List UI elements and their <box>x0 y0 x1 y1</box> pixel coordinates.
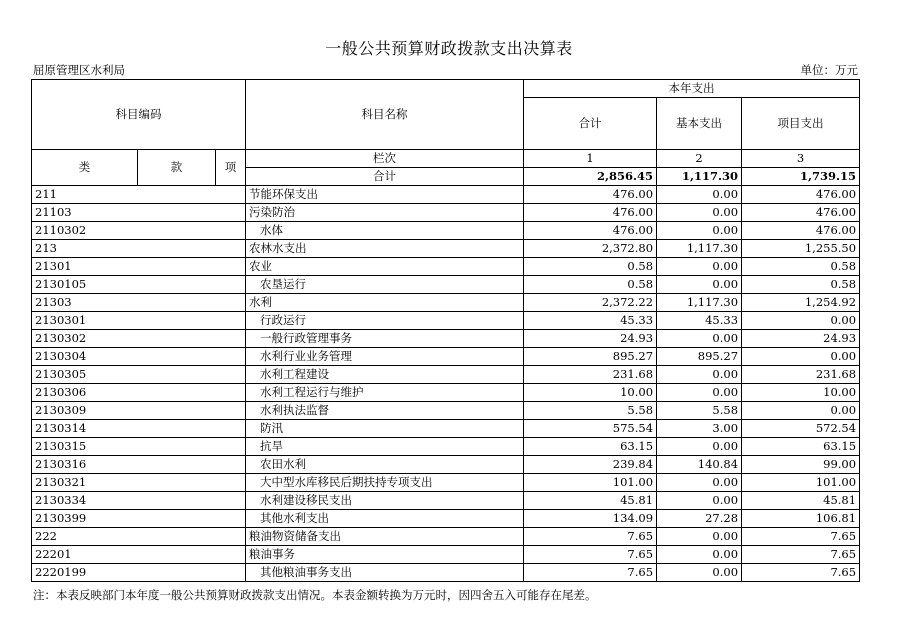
row-code: 2130309 <box>32 402 246 420</box>
row-project: 7.65 <box>742 546 860 564</box>
sum-total: 2,856.45 <box>524 168 657 186</box>
footnote: 注：本表反映部门本年度一般公共预算财政拨款支出情况。本表金额转换为万元时，因四舍五入可能存在尾差。 <box>33 588 597 602</box>
row-basic: 140.84 <box>657 456 742 474</box>
row-name: 水利工程建设 <box>246 366 524 384</box>
total-header: 合计 <box>524 98 657 150</box>
table-row <box>32 366 860 384</box>
table-row <box>32 438 860 456</box>
row-name: 行政运行 <box>246 312 524 330</box>
row-name: 其他水利支出 <box>246 510 524 528</box>
name-header: 科目名称 <box>246 80 524 150</box>
row-name: 防汛 <box>246 420 524 438</box>
row-code: 2130315 <box>32 438 246 456</box>
row-project: 1,254.92 <box>742 294 860 312</box>
row-total: 7.65 <box>524 528 657 546</box>
row-project: 476.00 <box>742 204 860 222</box>
row-basic: 1,117.30 <box>657 294 742 312</box>
row-total: 2,372.80 <box>524 240 657 258</box>
table-row <box>32 186 860 204</box>
row-total: 476.00 <box>524 186 657 204</box>
row-project: 476.00 <box>742 186 860 204</box>
row-total: 7.65 <box>524 564 657 582</box>
row-name: 水利建设移民支出 <box>246 492 524 510</box>
basic-header: 基本支出 <box>657 98 742 150</box>
row-name: 水利 <box>246 294 524 312</box>
table-row <box>32 402 860 420</box>
table-row <box>32 510 860 528</box>
row-project: 0.58 <box>742 258 860 276</box>
row-code: 21103 <box>32 204 246 222</box>
row-name: 其他粮油事务支出 <box>246 564 524 582</box>
row-name: 大中型水库移民后期扶持专项支出 <box>246 474 524 492</box>
row-basic: 0.00 <box>657 258 742 276</box>
row-code: 2130314 <box>32 420 246 438</box>
sum-basic: 1,117.30 <box>657 168 742 186</box>
row-total: 231.68 <box>524 366 657 384</box>
row-project: 45.81 <box>742 492 860 510</box>
xiang-header: 项 <box>216 150 246 186</box>
table-row <box>32 564 860 582</box>
row-basic: 27.28 <box>657 510 742 528</box>
col-index-3: 3 <box>742 150 860 168</box>
row-total: 45.81 <box>524 492 657 510</box>
row-basic: 0.00 <box>657 276 742 294</box>
row-basic: 3.00 <box>657 420 742 438</box>
row-code: 21301 <box>32 258 246 276</box>
row-code: 2130306 <box>32 384 246 402</box>
expenditure-table <box>31 79 860 582</box>
row-total: 2,372.22 <box>524 294 657 312</box>
row-project: 99.00 <box>742 456 860 474</box>
table-row <box>32 330 860 348</box>
col-index-2: 2 <box>657 150 742 168</box>
row-project: 231.68 <box>742 366 860 384</box>
row-basic: 895.27 <box>657 348 742 366</box>
row-name: 污染防治 <box>246 204 524 222</box>
row-code: 222 <box>32 528 246 546</box>
row-basic: 0.00 <box>657 564 742 582</box>
row-code: 2130305 <box>32 366 246 384</box>
row-basic: 45.33 <box>657 312 742 330</box>
table-row <box>32 528 860 546</box>
code-header: 科目编码 <box>32 80 246 150</box>
table-row <box>32 222 860 240</box>
kuan-header: 款 <box>138 150 216 186</box>
row-name: 水利执法监督 <box>246 402 524 420</box>
row-basic: 0.00 <box>657 186 742 204</box>
row-project: 101.00 <box>742 474 860 492</box>
row-basic: 0.00 <box>657 330 742 348</box>
row-basic: 1,117.30 <box>657 240 742 258</box>
table-header <box>32 80 860 186</box>
table-body <box>32 186 860 582</box>
row-code: 2130304 <box>32 348 246 366</box>
row-code: 213 <box>32 240 246 258</box>
row-basic: 0.00 <box>657 474 742 492</box>
row-total: 5.58 <box>524 402 657 420</box>
row-basic: 0.00 <box>657 384 742 402</box>
row-project: 7.65 <box>742 564 860 582</box>
row-total: 0.58 <box>524 276 657 294</box>
row-code: 21303 <box>32 294 246 312</box>
row-code: 211 <box>32 186 246 204</box>
table-row <box>32 240 860 258</box>
row-total: 0.58 <box>524 258 657 276</box>
row-project: 476.00 <box>742 222 860 240</box>
row-code: 22201 <box>32 546 246 564</box>
row-name: 粮油事务 <box>246 546 524 564</box>
table-row <box>32 276 860 294</box>
table-row <box>32 456 860 474</box>
table-row <box>32 474 860 492</box>
row-basic: 0.00 <box>657 528 742 546</box>
lanci-label: 栏次 <box>246 150 524 168</box>
row-code: 2130301 <box>32 312 246 330</box>
row-name: 一般行政管理事务 <box>246 330 524 348</box>
row-total: 10.00 <box>524 384 657 402</box>
row-project: 572.54 <box>742 420 860 438</box>
unit-label: 单位：万元 <box>800 63 858 77</box>
row-basic: 0.00 <box>657 546 742 564</box>
row-name: 水利工程运行与维护 <box>246 384 524 402</box>
col-index-1: 1 <box>524 150 657 168</box>
sum-project: 1,739.15 <box>742 168 860 186</box>
organization-name: 屈原管理区水利局 <box>33 63 125 77</box>
report-title: 一般公共预算财政拨款支出决算表 <box>325 39 573 58</box>
row-basic: 0.00 <box>657 222 742 240</box>
row-name: 节能环保支出 <box>246 186 524 204</box>
row-total: 7.65 <box>524 546 657 564</box>
table-row <box>32 258 860 276</box>
row-project: 0.00 <box>742 348 860 366</box>
row-project: 0.00 <box>742 402 860 420</box>
row-total: 134.09 <box>524 510 657 528</box>
row-total: 45.33 <box>524 312 657 330</box>
row-total: 63.15 <box>524 438 657 456</box>
row-basic: 0.00 <box>657 492 742 510</box>
row-code: 2110302 <box>32 222 246 240</box>
row-total: 476.00 <box>524 204 657 222</box>
row-project: 24.93 <box>742 330 860 348</box>
row-name: 水利行业业务管理 <box>246 348 524 366</box>
row-total: 24.93 <box>524 330 657 348</box>
row-code: 2130399 <box>32 510 246 528</box>
row-project: 63.15 <box>742 438 860 456</box>
table-row <box>32 294 860 312</box>
table-row <box>32 492 860 510</box>
table-row <box>32 384 860 402</box>
row-code: 2220199 <box>32 564 246 582</box>
sum-label: 合计 <box>246 168 524 186</box>
row-project: 0.58 <box>742 276 860 294</box>
row-project: 106.81 <box>742 510 860 528</box>
row-total: 575.54 <box>524 420 657 438</box>
row-name: 水体 <box>246 222 524 240</box>
row-code: 2130316 <box>32 456 246 474</box>
row-project: 10.00 <box>742 384 860 402</box>
row-name: 粮油物资储备支出 <box>246 528 524 546</box>
row-name: 农田水利 <box>246 456 524 474</box>
table-row <box>32 546 860 564</box>
table-row <box>32 348 860 366</box>
row-basic: 0.00 <box>657 438 742 456</box>
lei-header: 类 <box>32 150 138 186</box>
row-total: 476.00 <box>524 222 657 240</box>
row-basic: 5.58 <box>657 402 742 420</box>
table-row <box>32 420 860 438</box>
table-row <box>32 312 860 330</box>
row-total: 895.27 <box>524 348 657 366</box>
row-total: 239.84 <box>524 456 657 474</box>
row-name: 农业 <box>246 258 524 276</box>
row-code: 2130321 <box>32 474 246 492</box>
row-total: 101.00 <box>524 474 657 492</box>
table-row <box>32 204 860 222</box>
year-expense-header: 本年支出 <box>524 80 860 98</box>
project-header: 项目支出 <box>742 98 860 150</box>
row-project: 1,255.50 <box>742 240 860 258</box>
row-code: 2130105 <box>32 276 246 294</box>
row-code: 2130334 <box>32 492 246 510</box>
row-code: 2130302 <box>32 330 246 348</box>
row-name: 农垦运行 <box>246 276 524 294</box>
row-name: 农林水支出 <box>246 240 524 258</box>
row-project: 7.65 <box>742 528 860 546</box>
row-name: 抗旱 <box>246 438 524 456</box>
row-basic: 0.00 <box>657 204 742 222</box>
row-basic: 0.00 <box>657 366 742 384</box>
row-project: 0.00 <box>742 312 860 330</box>
